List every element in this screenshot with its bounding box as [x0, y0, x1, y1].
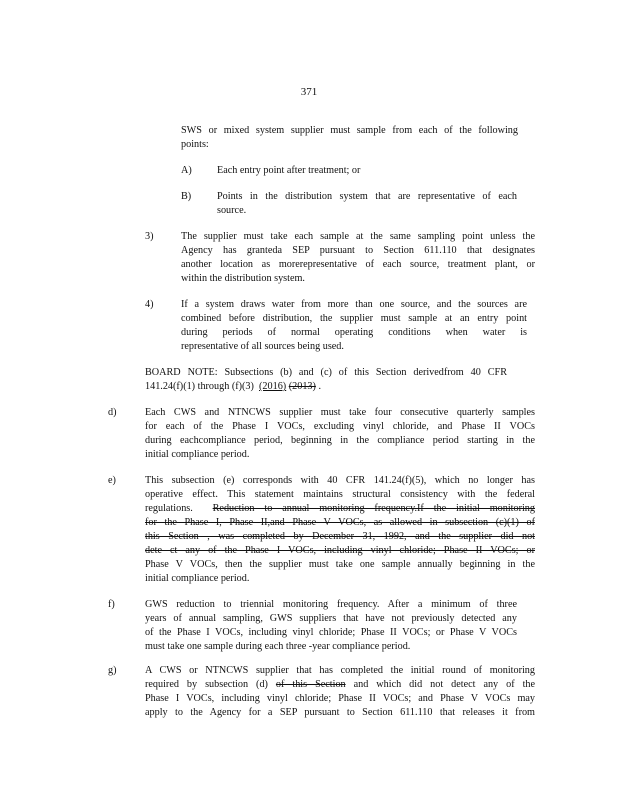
deleted-text: Reduction to annual monitoring frequency.If the initial monitoring [212, 503, 535, 514]
item-e-line: initial compliance period. [145, 573, 250, 584]
board-note-line [145, 380, 507, 394]
item-e-line [145, 502, 535, 516]
item-g-label: g) [108, 665, 117, 676]
item-e-line: operative effect. This statement maintains structural consistency with the federal [145, 489, 535, 500]
item-d-line: for each of the Phase I VOCs, excluding vinyl chloride, and Phase II VOCs [145, 421, 535, 432]
deleted-text: of this Section [275, 679, 346, 690]
item-g-line: A CWS or NTNCWS supplier that has completed the initial round of monitoring [145, 665, 535, 676]
item-3-line: The supplier must take each sample at the same sampling point unless the [181, 231, 535, 242]
subitem-a-text [217, 164, 517, 178]
item-f-line: GWS reduction to triennial monitoring frequency. After a minimum of three [145, 599, 517, 610]
item-d-line: Each CWS and NTNCWS supplier must take four consecutive quarterly samples [145, 407, 535, 418]
board-note [145, 366, 507, 394]
deleted-line: for the Phase I, Phase II,and Phase V VOCs, as allowed in subsection (c)(1) of [145, 517, 535, 528]
item-g-line: apply to the Agency for a SEP pursuant to Section 611.110 that releases it from [145, 707, 535, 718]
subitem-b-label: B) [181, 191, 192, 202]
inserted-text: (2016) [259, 381, 287, 392]
subitem-b-line: source. [217, 205, 247, 216]
deleted-line: dete ct any of the Phase I VOCs, including vinyl chloride; Phase II VOCs; or [145, 545, 535, 556]
board-note-line: BOARD NOTE: Subsections (b) and (c) of this Section derivedfrom 40 CFR [145, 367, 507, 378]
deleted-line: this Section , was completed by December 31, 1992, and the supplier did not [145, 531, 535, 542]
item-f-line: of the Phase I VOCs, including vinyl chloride; Phase II VOCs; or Phase V VOCs [145, 627, 517, 638]
deleted-text: (2013) [288, 381, 316, 392]
item-3-line: another location as morerepresentative of each source, treatment plant, or [181, 259, 535, 270]
item-3-label: 3) [145, 231, 154, 242]
intro-line: SWS or mixed system supplier must sample from each of the following [181, 125, 518, 136]
item-e-label: e) [108, 475, 116, 486]
board-note-citation: 141.24(f)(1) through (f)(3) [145, 381, 254, 392]
board-note-end: . [318, 381, 321, 392]
item-3-line: Agency has granteda SEP pursuant to Section 611.110 that designates [181, 245, 535, 256]
item-f-text [145, 598, 517, 654]
item-e-line: This subsection (e) corresponds with 40 CFR 141.24(f)(5), which no longer has [145, 475, 535, 486]
item-g-line [145, 678, 535, 692]
item-g-rest: and which did not detect any of the [353, 679, 536, 690]
item-4-label: 4) [145, 299, 154, 310]
subitem-a-label: A) [181, 165, 192, 176]
item-f-line: years of annual sampling, GWS suppliers that have not previously detected any [145, 613, 517, 624]
item-f-line: must take one sample during each three -year compliance period. [145, 641, 411, 652]
subitem-b-text [217, 190, 517, 218]
item-4-line: combined before distribution, the supplier must sample at an entry point [181, 313, 527, 324]
item-4-line: representative of all sources being used. [181, 341, 344, 352]
item-d-line: during eachcompliance period, beginning in the compliance period starting in the [145, 435, 535, 446]
item-d-line: initial compliance period. [145, 449, 250, 460]
intro-paragraph [181, 124, 518, 152]
item-g-text [145, 664, 535, 720]
item-g-required: required by subsection (d) [145, 679, 268, 690]
item-e-line: Phase V VOCs, then the supplier must take one sample annually beginning in the [145, 559, 535, 570]
item-4-line: during periods of normal operating conditions when water is [181, 327, 527, 338]
item-d-label: d) [108, 407, 117, 418]
item-4-text [181, 298, 527, 354]
item-3-line: within the distribution system. [181, 273, 305, 284]
subitem-b-line: Points in the distribution system that are representative of each [217, 191, 517, 202]
intro-line: points: [181, 139, 209, 150]
item-e-text [145, 474, 535, 586]
item-g-line: Phase I VOCs, including vinyl chloride; Phase II VOCs; and Phase V VOCs may [145, 693, 535, 704]
item-e-regulations: regulations. [145, 503, 193, 514]
item-d-text [145, 406, 535, 462]
item-4-line: If a system draws water from more than one source, and the sources are [181, 299, 527, 310]
page-number: 371 [300, 86, 318, 98]
item-3-text [181, 230, 535, 286]
subitem-a-line: Each entry point after treatment; or [217, 165, 361, 176]
item-f-label: f) [108, 599, 115, 610]
